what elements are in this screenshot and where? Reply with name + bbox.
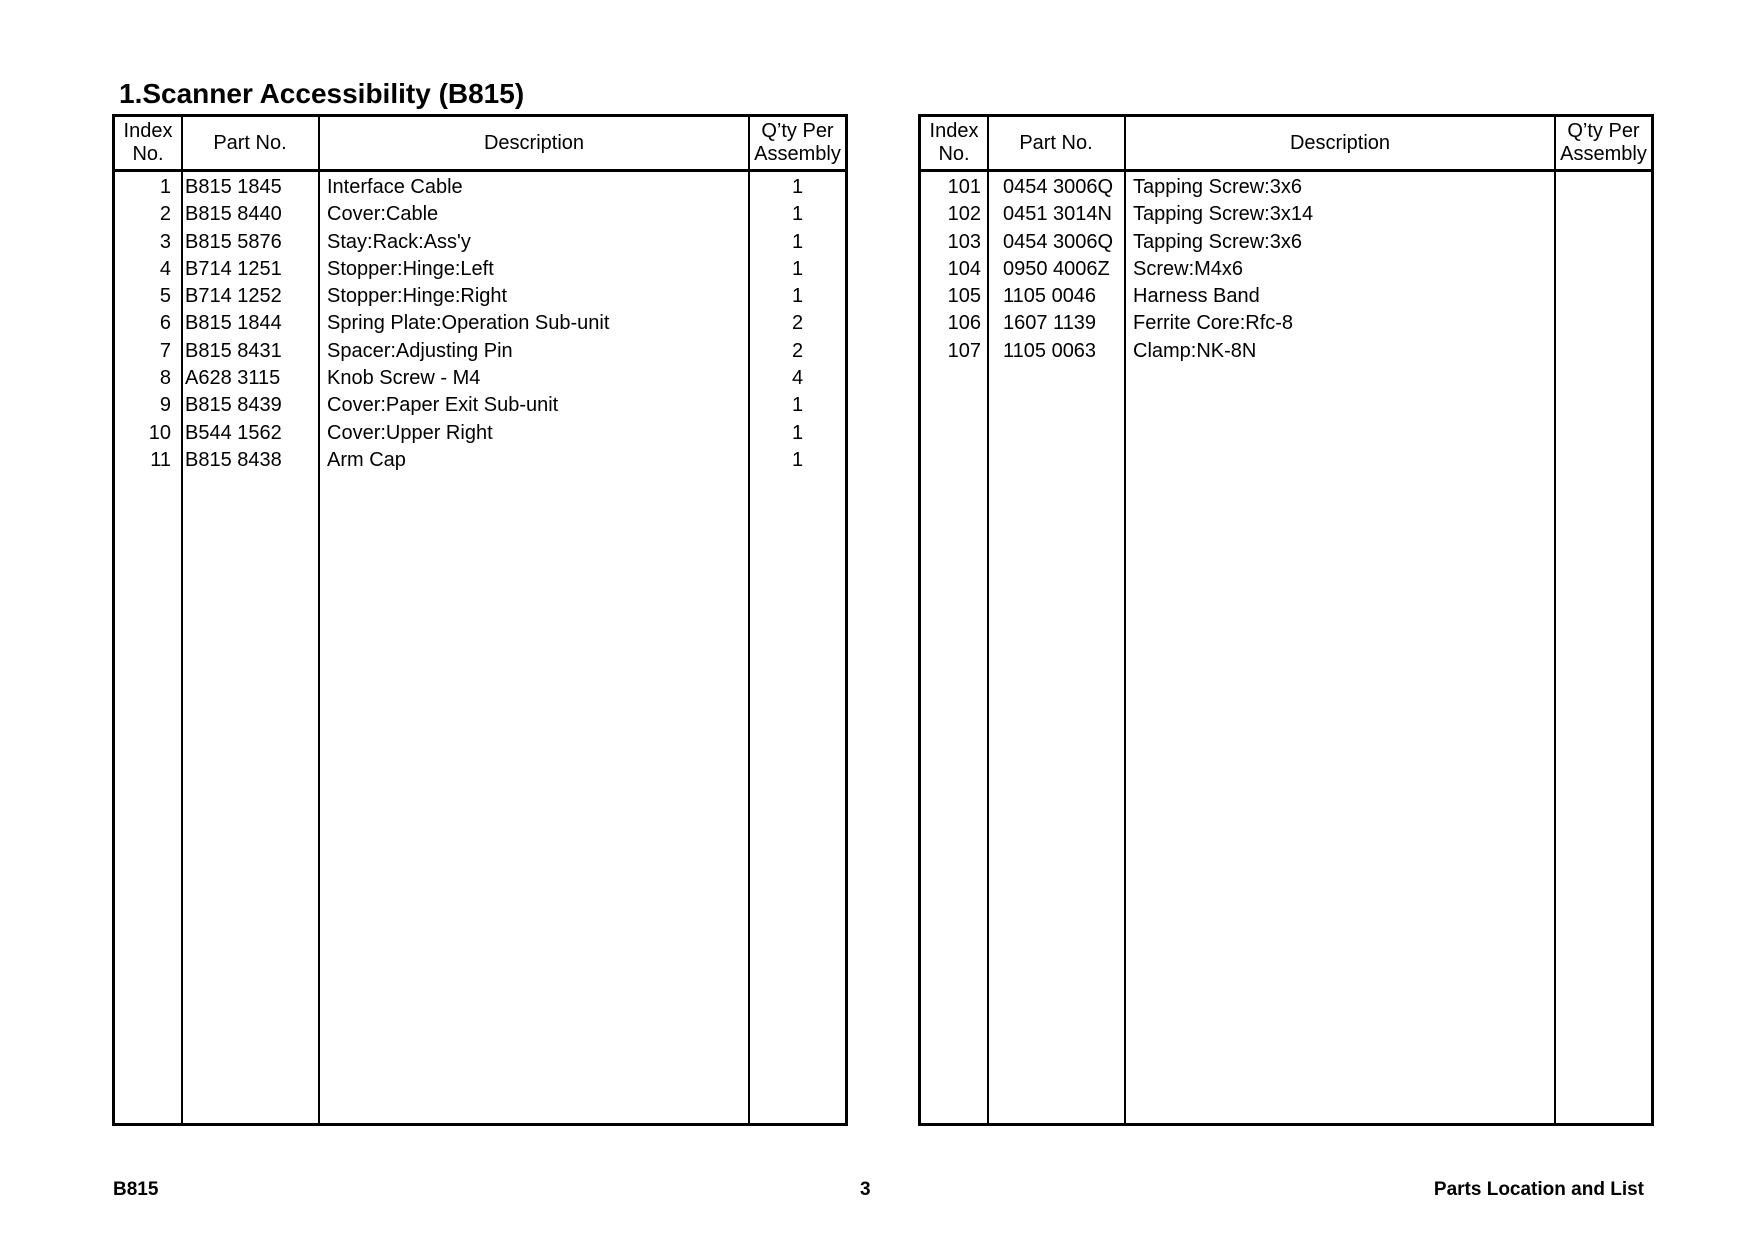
footer-section-title: Parts Location and List xyxy=(1433,1179,1644,1200)
table-row xyxy=(115,283,845,310)
header-index-line1: Index xyxy=(929,120,979,142)
index-cell: 7 xyxy=(159,339,171,362)
table-row xyxy=(921,283,1651,310)
description-cell: Interface Cable xyxy=(327,176,463,198)
part-no-cell: B815 1844 xyxy=(185,312,282,335)
index-cell: 5 xyxy=(159,285,171,308)
table-row xyxy=(921,338,1651,365)
header-description: Description xyxy=(1289,131,1391,154)
header-qty xyxy=(1556,117,1651,169)
header-index-line2: No. xyxy=(132,143,164,165)
description-cell: Cover:Upper Right xyxy=(327,421,493,444)
part-no-cell: 0454 3006Q xyxy=(1003,176,1114,198)
description-cell: Ferrite Core:Rfc-8 xyxy=(1133,312,1294,335)
description-cell: Tapping Screw:3x6 xyxy=(1133,176,1302,198)
description-cell: Harness Band xyxy=(1133,285,1260,308)
index-cell: 102 xyxy=(947,203,981,226)
part-no-cell: B815 8438 xyxy=(185,448,282,471)
index-cell: 8 xyxy=(159,367,171,390)
description-cell: Stopper:Hinge:Right xyxy=(327,285,508,308)
header-divider xyxy=(115,169,845,172)
footer-model: B815 xyxy=(113,1179,159,1200)
table-row xyxy=(115,447,845,474)
index-cell: 4 xyxy=(159,257,171,280)
part-no-cell: 0950 4006Z xyxy=(1003,257,1110,280)
index-cell: 105 xyxy=(947,285,981,308)
table-row xyxy=(921,256,1651,283)
qty-cell: 1 xyxy=(791,421,804,444)
page-title: 1.Scanner Accessibility (B815) xyxy=(119,78,525,109)
header-qty-line1: Q’ty Per xyxy=(1567,120,1640,142)
parts-rows-right xyxy=(921,174,1651,365)
index-cell: 9 xyxy=(159,394,171,417)
description-cell: Tapping Screw:3x14 xyxy=(1133,203,1314,226)
header-index xyxy=(115,117,181,169)
description-cell: Clamp:NK-8N xyxy=(1133,339,1257,362)
part-no-cell: 0451 3014N xyxy=(1003,203,1112,226)
description-cell: Spacer:Adjusting Pin xyxy=(327,339,513,362)
header-part-no: Part No. xyxy=(213,131,287,154)
index-cell: 10 xyxy=(148,421,171,444)
description-cell: Stay:Rack:Ass'y xyxy=(327,230,471,253)
parts-table-left xyxy=(112,114,848,1126)
header-part-no: Part No. xyxy=(1019,131,1093,154)
footer-page-number: 3 xyxy=(860,1179,871,1200)
table-row xyxy=(115,392,845,419)
index-cell: 107 xyxy=(947,339,981,362)
table-row xyxy=(115,256,845,283)
description-cell: Tapping Screw:3x6 xyxy=(1133,230,1302,253)
qty-cell: 2 xyxy=(791,339,804,362)
header-qty-line2: Assembly xyxy=(1560,143,1647,165)
table-row xyxy=(115,310,845,337)
part-no-cell: 1105 0046 xyxy=(1003,285,1097,308)
index-cell: 2 xyxy=(159,203,171,226)
part-no-cell: B815 5876 xyxy=(185,230,282,253)
table-row xyxy=(115,201,845,228)
description-cell: Cover:Cable xyxy=(327,203,439,226)
description-cell: Cover:Paper Exit Sub-unit xyxy=(327,394,559,417)
index-cell: 101 xyxy=(947,176,981,198)
table-row xyxy=(115,229,845,256)
table-row xyxy=(921,174,1651,201)
part-no-cell: B714 1251 xyxy=(185,257,282,280)
table-row xyxy=(115,174,845,201)
part-no-cell: A628 3115 xyxy=(185,367,281,390)
part-no-cell: B815 8439 xyxy=(185,394,282,417)
qty-cell: 1 xyxy=(791,257,804,280)
description-cell: Knob Screw - M4 xyxy=(327,367,481,390)
table-row xyxy=(115,338,845,365)
part-no-cell: B815 1845 xyxy=(185,176,282,198)
part-no-cell: 1105 0063 xyxy=(1003,339,1097,362)
description-cell: Screw:M4x6 xyxy=(1133,257,1244,280)
index-cell: 11 xyxy=(150,448,171,471)
part-no-cell: 0454 3006Q xyxy=(1003,230,1114,253)
parts-table-right xyxy=(918,114,1654,1126)
index-cell: 1 xyxy=(159,176,171,198)
part-no-cell: B815 8440 xyxy=(185,203,282,226)
index-cell: 106 xyxy=(947,312,981,335)
part-no-cell: B714 1252 xyxy=(185,285,282,308)
header-qty xyxy=(750,117,845,169)
description-cell: Arm Cap xyxy=(327,448,406,471)
header-divider xyxy=(921,169,1651,172)
header-qty-line2: Assembly xyxy=(754,143,841,165)
index-cell: 103 xyxy=(947,230,981,253)
part-no-cell: 1607 1139 xyxy=(1003,312,1097,335)
header-description: Description xyxy=(483,131,585,154)
table-row xyxy=(921,310,1651,337)
table-row xyxy=(115,420,845,447)
qty-cell: 1 xyxy=(791,394,804,417)
table-row xyxy=(921,201,1651,228)
part-no-cell: B815 8431 xyxy=(185,339,282,362)
qty-cell: 4 xyxy=(791,367,804,390)
table-row xyxy=(115,365,845,392)
header-index-line2: No. xyxy=(938,143,970,165)
parts-rows-left xyxy=(115,174,845,474)
description-cell: Spring Plate:Operation Sub-unit xyxy=(327,312,610,335)
qty-cell: 1 xyxy=(791,285,804,308)
description-cell: Stopper:Hinge:Left xyxy=(327,257,494,280)
table-row xyxy=(921,229,1651,256)
header-index-line1: Index xyxy=(123,120,173,142)
part-no-cell: B544 1562 xyxy=(185,421,282,444)
header-qty-line1: Q’ty Per xyxy=(761,120,834,142)
qty-cell: 1 xyxy=(791,203,804,226)
qty-cell: 1 xyxy=(791,230,804,253)
qty-cell: 1 xyxy=(791,448,804,471)
qty-cell: 2 xyxy=(791,312,804,335)
qty-cell: 1 xyxy=(791,176,804,198)
header-index xyxy=(921,117,987,169)
index-cell: 6 xyxy=(159,312,171,335)
index-cell: 3 xyxy=(159,230,171,253)
index-cell: 104 xyxy=(947,257,981,280)
